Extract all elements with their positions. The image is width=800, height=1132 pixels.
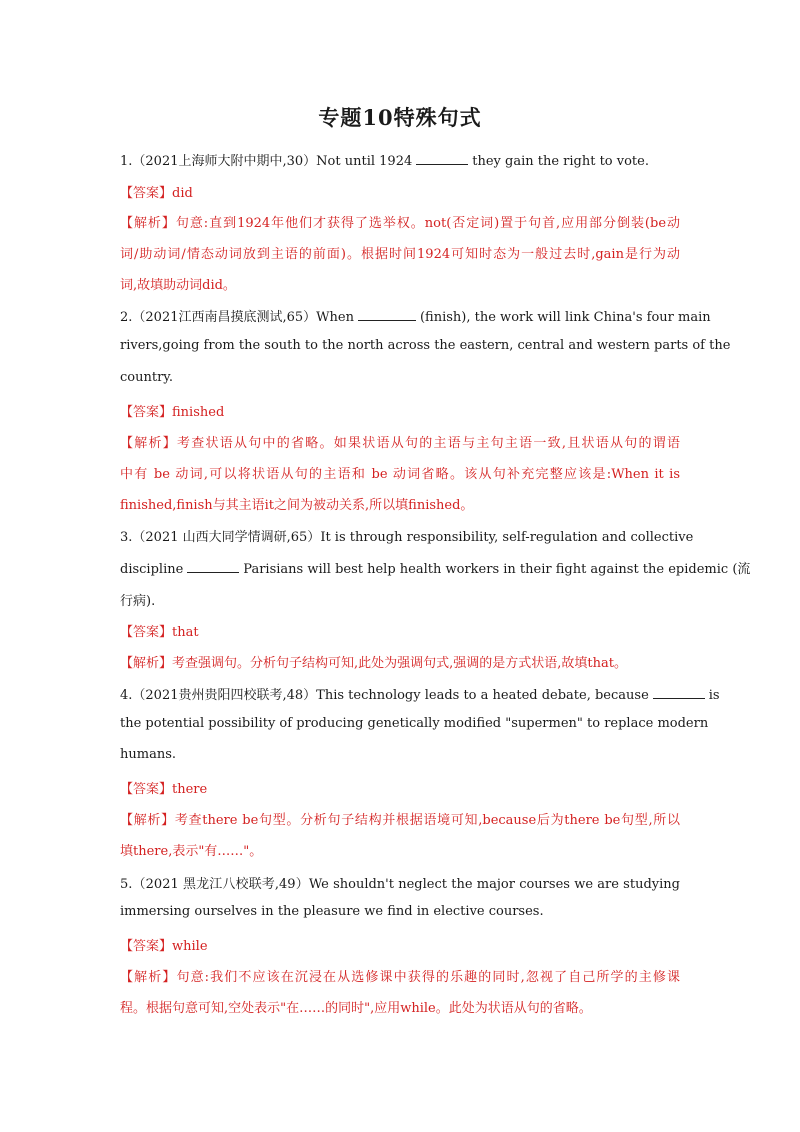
question-stem-line: 行病).	[120, 594, 156, 609]
analysis-line: 填there,表示"有……"。	[120, 844, 263, 859]
analysis-line: 【解析】句意:我们不应该在沉浸在从选修课中获得的乐趣的同时,忽视了自己所学的主修课	[120, 970, 680, 985]
question-4-answer: 【答案】there	[120, 782, 208, 797]
analysis-line: 【解析】考查强调句。分析句子结构可知,此处为强调句式,强调的是方式状语,故填that。	[120, 656, 627, 671]
answer-value: there	[172, 782, 208, 797]
analysis-line: 中有 be 动词,可以将状语从句的主语和 be 动词省略。该从句补充完整应该是:When it is	[120, 467, 680, 482]
analysis-line: 【解析】考查状语从句中的省略。如果状语从句的主语与主句主语一致,且状语从句的谓语	[120, 436, 680, 451]
analysis-line: finished,finish与其主语it之间为被动关系,所以填finished。	[120, 498, 474, 513]
question-number: 3.	[120, 530, 133, 545]
question-3-stem: 3.（2021 山西大同学情调研,65）It is through responsibility, self-regulation and collective	[120, 530, 694, 545]
question-2-stem: 2.（2021江西南昌摸底测试,65）When (finish), the work will link China's four main	[120, 310, 711, 325]
question-number: 1.	[120, 154, 133, 169]
question-stem-line: the potential possibility of producing genetically modified "supermen" to replace modern	[120, 716, 709, 731]
question-number: 4.	[120, 688, 133, 703]
analysis-line: 【解析】句意:直到1924年他们才获得了选举权。not(否定词)置于句首,应用部分倒装(be动	[120, 216, 680, 231]
answer-blank	[187, 561, 239, 573]
question-2-answer: 【答案】finished	[120, 405, 225, 420]
question-4-stem: 4.（2021贵州贵阳四校联考,48）This technology leads to a heated debate, because is	[120, 688, 720, 703]
question-1-answer: 【答案】did	[120, 186, 193, 201]
question-source: （2021 山西大同学情调研,65）	[132, 530, 321, 545]
page-title: 专题10特殊句式	[318, 105, 482, 130]
question-source: （2021江西南昌摸底测试,65）	[132, 310, 317, 325]
question-number: 2.	[120, 310, 133, 325]
answer-blank	[416, 153, 468, 165]
answer-blank	[358, 309, 416, 321]
question-stem-line: humans.	[120, 747, 176, 762]
answer-value: while	[172, 939, 208, 954]
answer-value: did	[172, 186, 193, 201]
question-stem-line: rivers,going from the south to the north across the eastern, central and western parts of the	[120, 338, 731, 353]
question-stem-line: country.	[120, 370, 174, 385]
question-3-answer: 【答案】that	[120, 625, 199, 640]
question-5-stem: 5.（2021 黑龙江八校联考,49）We shouldn't neglect the major courses we are studying	[120, 877, 680, 892]
question-stem-line: discipline Parisians will best help health workers in their fight against the epidemic (流	[120, 562, 751, 577]
analysis-line: 【解析】考查there be句型。分析句子结构并根据语境可知,because后为there be句型,所以	[120, 813, 680, 828]
analysis-line: 词,故填助动词did。	[120, 278, 236, 293]
answer-value: that	[172, 625, 199, 640]
question-source: （2021贵州贵阳四校联考,48）	[132, 688, 317, 703]
analysis-line: 程。根据句意可知,空处表示"在……的同时",应用while。此处为状语从句的省略。	[120, 1001, 592, 1016]
answer-value: finished	[172, 405, 225, 420]
answer-blank	[653, 687, 705, 699]
question-stem-line: immersing ourselves in the pleasure we find in elective courses.	[120, 904, 544, 919]
analysis-line: 词/助动词/情态动词放到主语的前面)。根据时间1924可知时态为一般过去时,gain是行为动	[120, 247, 680, 262]
question-source: （2021上海师大附中期中,30）	[132, 154, 317, 169]
question-number: 5.	[120, 877, 133, 892]
question-1-stem: 1.（2021上海师大附中期中,30）Not until 1924 they gain the right to vote.	[120, 154, 649, 169]
question-source: （2021 黑龙江八校联考,49）	[132, 877, 309, 892]
question-5-answer: 【答案】while	[120, 939, 208, 954]
